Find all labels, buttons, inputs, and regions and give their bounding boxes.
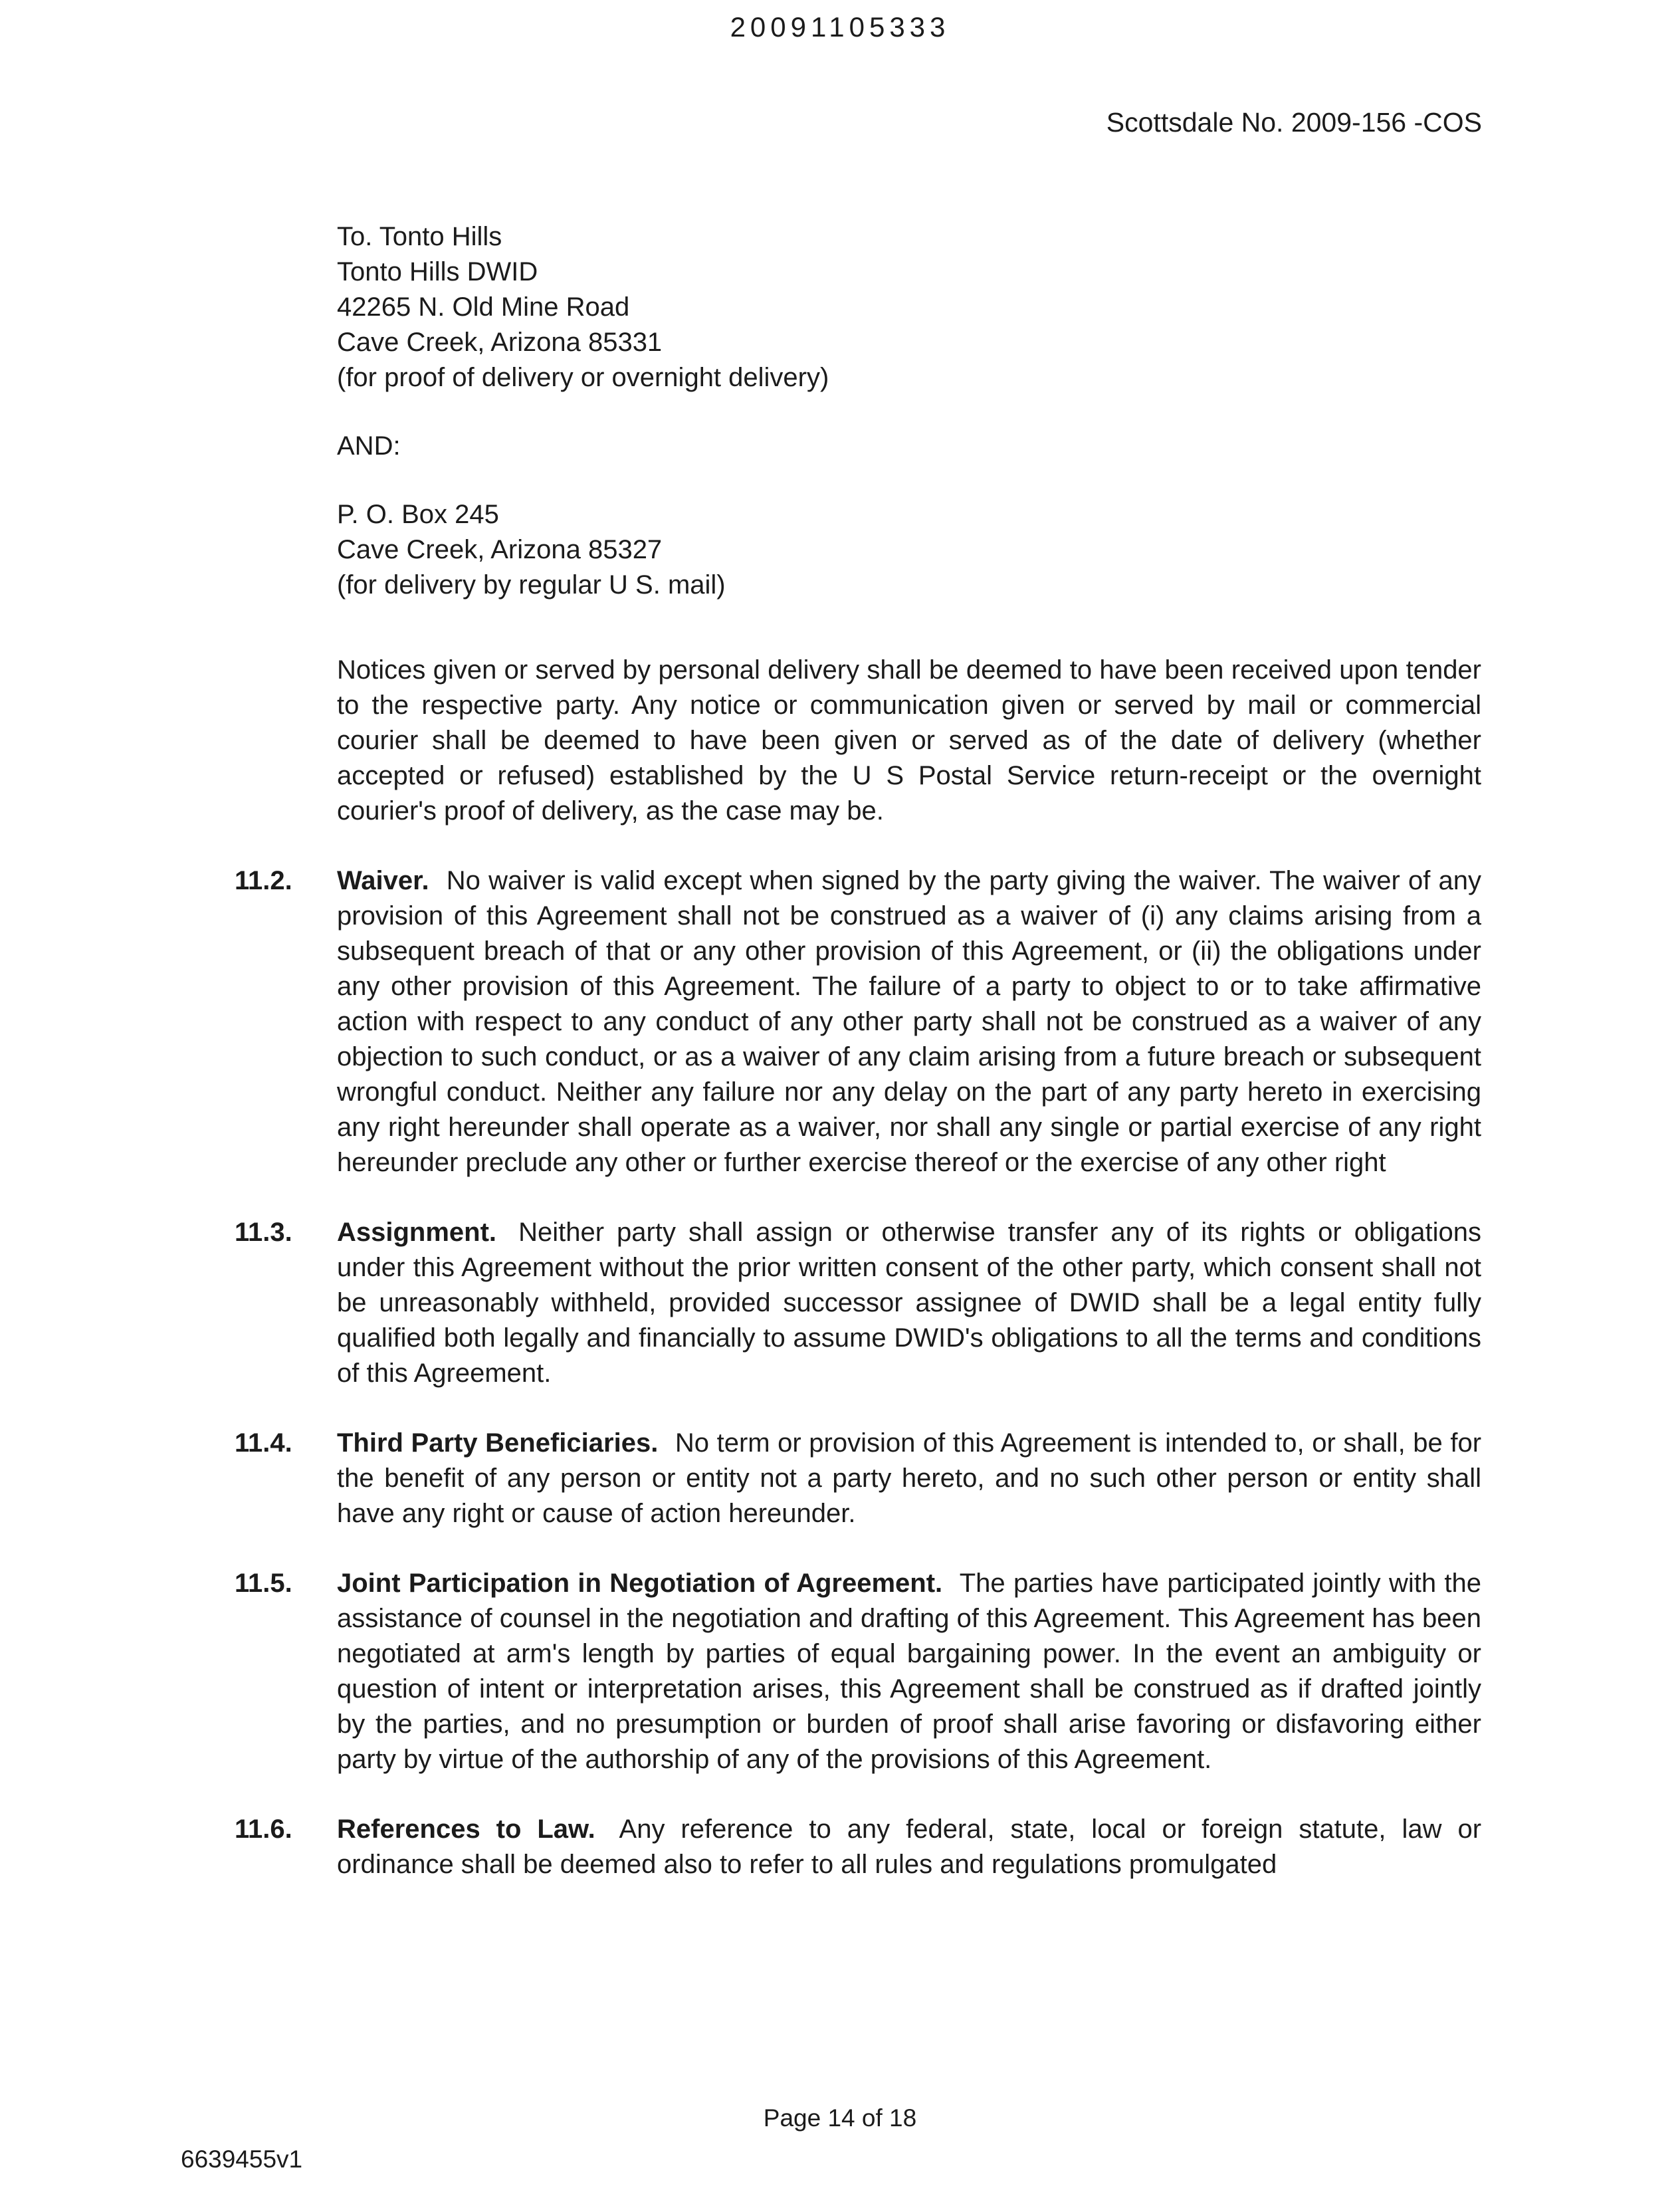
section-title: Assignment.	[337, 1218, 497, 1247]
section-11-3	[235, 1215, 1481, 1391]
address-line: (for delivery by regular U S. mail)	[337, 570, 726, 600]
section-11-2	[235, 863, 1481, 1180]
section-number: 11.4.	[235, 1428, 292, 1458]
scan-doc-number: 20091105333	[730, 11, 950, 43]
section-title: Third Party Beneficiaries.	[337, 1428, 659, 1458]
document-version: 6639455v1	[181, 2146, 303, 2173]
section-body: The parties have participated jointly with the assistance of counsel in the negotiation and drafting of this Agreement. This Agreement has been negotiated at arm's length by parties of equal bargaining power. In the event an ambiguity or question of intent or interpretation arises, this Agreement shall be construed as if drafted jointly by the parties, and no presumption or burden of proof shall arise favoring or disfavoring either party by virtue of the authorship of any of the provisions of this Agreement.	[337, 1569, 1482, 1774]
address-line: P. O. Box 245	[337, 500, 499, 529]
address-line: Cave Creek, Arizona 85327	[337, 535, 663, 564]
address-line: Tonto Hills DWID	[337, 257, 538, 286]
section-11-5	[235, 1566, 1482, 1777]
section-title: Waiver.	[337, 866, 429, 895]
section-number: 11.6.	[235, 1815, 292, 1844]
section-title: Joint Participation in Negotiation of Agreement.	[337, 1569, 943, 1598]
conjunction-line: AND:	[337, 431, 401, 461]
address-block-secondary	[337, 497, 1481, 603]
address-line: Cave Creek, Arizona 85331	[337, 328, 663, 357]
page-number: Page 14 of 18	[763, 2104, 917, 2132]
address-line: (for proof of delivery or overnight delivery)	[337, 363, 829, 392]
document-body	[235, 219, 1482, 1882]
section-body: No term or provision of this Agreement is intended to, or shall, be for the benefit of any person or entity not a party hereto, and no such other person or entity shall have any right or cause of action hereunder.	[337, 1428, 1482, 1528]
case-reference: Scottsdale No. 2009-156 -COS	[1106, 107, 1482, 138]
section-11-4	[235, 1426, 1482, 1531]
section-11-6	[235, 1812, 1482, 1882]
section-body: Neither party shall assign or otherwise transfer any of its rights or obligations under this Agreement without the prior written consent of the other party, which consent shall not be unreasonably withheld, provided successor assignee of DWID shall be a legal entity fully qualified both legally and financially to assume DWID's obligations to all the terms and conditions of this Agreement.	[337, 1218, 1481, 1388]
section-number: 11.2.	[235, 866, 292, 895]
section-number: 11.5.	[235, 1569, 292, 1598]
section-number: 11.3.	[235, 1218, 292, 1247]
section-body: Any reference to any federal, state, local or foreign statute, law or ordinance shall be deemed also to refer to all rules and regulations promulgated	[337, 1815, 1482, 1879]
address-block-primary	[337, 219, 1481, 395]
address-line: To. Tonto Hills	[337, 222, 502, 251]
notices-paragraph: Notices given or served by personal delivery shall be deemed to have been received upon tender to the respective party. Any notice or communication given or served by mail or commercial courier shall be deemed to have been given or served as of the date of delivery (whether accepted or refused) established by the U S Postal Service return-receipt or the overnight courier's proof of delivery, as the case may be.	[337, 655, 1481, 826]
section-title: References to Law.	[337, 1815, 595, 1844]
address-line: 42265 N. Old Mine Road	[337, 292, 630, 322]
section-body: No waiver is valid except when signed by the party giving the waiver. The waiver of any provision of this Agreement shall not be construed as a waiver of (i) any claims arising from a subsequent breach of that or any other provision of this Agreement, or (ii) the obligations under any other provision of this Agreement. The failure of a party to object to or to take affirmative action with respect to any conduct of any other party shall not be construed as a waiver of any objection to such conduct, or as a waiver of any claim arising from a future breach or subsequent wrongful conduct. Neither any failure nor any delay on the part of any party hereto in exercising any right hereunder shall operate as a waiver, nor shall any single or partial exercise of any right hereunder preclude any other or further exercise thereof or the exercise of any other right	[337, 866, 1481, 1177]
